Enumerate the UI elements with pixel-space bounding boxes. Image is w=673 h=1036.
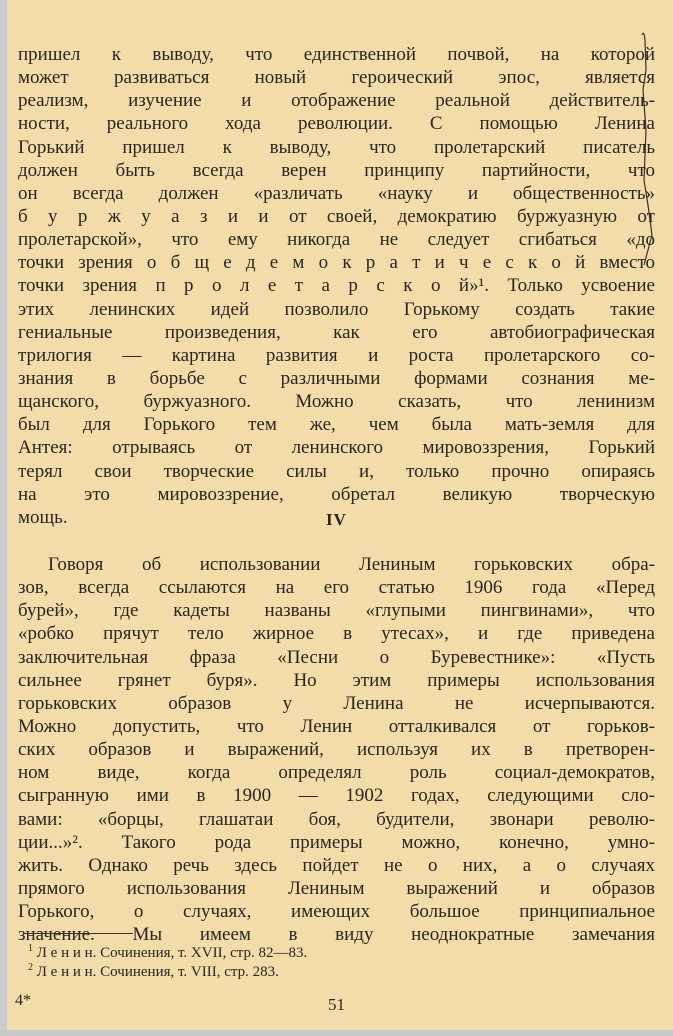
text-line: он всегда должен «различать «науку и общественность» — [18, 182, 655, 204]
text-line: должен быть всегда верен принципу партийности, что — [18, 159, 655, 181]
scan-bottom-edge — [0, 1030, 673, 1036]
page-number: 51 — [328, 995, 345, 1014]
footnote-text: Л е н и н. Сочинения, т. XVII, стр. 82—83. — [36, 945, 308, 961]
signature-mark: 4* — [15, 992, 31, 1009]
text-line: пришел к выводу, что единственной почвой, на которой — [18, 44, 655, 65]
text-line: Горький пришел к выводу, что пролетарский писатель — [18, 136, 655, 158]
text-line: этих ленинских идей позволило Горькому создать такие — [18, 298, 655, 320]
text-line: был для Горького тем же, чем была мать-земля для — [18, 414, 655, 436]
footnote-text: Л е н и н. Сочинения, т. VIII, стр. 283. — [36, 964, 279, 980]
footnote-2 — [28, 959, 279, 981]
footnote-divider — [23, 933, 133, 934]
text-line: реализм, изучение и отображение реальной действитель- — [18, 90, 655, 112]
text-line: мощь. — [18, 506, 68, 528]
text-line: жить. Однако речь здесь пойдет не о них, а о случаях — [18, 854, 655, 876]
text-line: прямого использования Лениным выражений и образов — [18, 877, 655, 899]
scan-left-edge — [0, 0, 7, 1036]
text-line: Говоря об использовании Лениным горьковских обра- — [48, 554, 655, 575]
text-line: трилогия — картина развития и роста пролетарского со- — [18, 344, 655, 366]
text-line: значение. Мы имеем в виду неоднократные замечания — [18, 924, 655, 946]
text-line: может развиваться новый героический эпос, является — [18, 67, 655, 89]
text-line: зов, всегда ссылаются на его статью 1906 года «Перед — [18, 577, 655, 599]
text-line: Горького, о случаях, имеющих большое принципиальное — [18, 901, 655, 923]
text-line: вами: «борцы, глашатаи боя, будители, звонари револю- — [18, 808, 655, 830]
text-line: на это мировоззрение, обретал великую творческую — [18, 483, 655, 505]
text-line: сыгранную ими в 1900 — 1902 годах, следующими сло- — [18, 785, 655, 807]
paragraph-1 — [18, 43, 655, 529]
text-line: заключительная фраза «Песни о Буревестнике»: «Пусть — [18, 646, 655, 668]
text-line: знания в борьбе с различными формами сознания ме- — [18, 367, 655, 389]
text-line: сильнее грянет буря». Но этим примеры использования — [18, 669, 655, 691]
text-line: ских образов и выражений, используя их в претворен- — [18, 739, 655, 761]
text-line: точки зрения о б щ е д е м о к р а т и ч е с к о й вместо — [18, 252, 655, 274]
text-line: «робко прячут тело жирное в утесах», и где приведена — [18, 623, 655, 645]
text-line: ции...»². Такого рода примеры можно, конечно, умно- — [18, 831, 655, 853]
footnote-mark: 1 — [28, 943, 33, 954]
text-line: ном виде, когда определял роль социал-демократов, — [18, 762, 655, 784]
text-line: щанского, буржуазного. Можно сказать, что ленинизм — [18, 391, 655, 413]
text-line: Антея: отрываясь от ленинского мировоззрения, Горький — [18, 437, 655, 459]
text-line: Можно допустить, что Ленин отталкивался от горьков- — [18, 715, 655, 737]
text-line: пролетарской», что ему никогда не следует сгибаться «до — [18, 229, 655, 251]
text-line: горьковских образов у Ленина не исчерпываются. — [18, 692, 655, 714]
text-line: гениальные произведения, как его автобиографическая — [18, 321, 655, 343]
text-line: бурей», где кадеты названы «глупыми пингвинами», что — [18, 600, 655, 622]
text-line: ности, реального хода революции. С помощью Ленина — [18, 113, 655, 135]
paragraph-2 — [18, 553, 655, 946]
footnote-mark: 2 — [28, 962, 33, 973]
text-line: точки зрения п р о л е т а р с к о й»¹. Только усвоение — [18, 275, 655, 297]
text-line: б у р ж у а з и и от своей, демократию буржуазную от — [18, 205, 655, 227]
section-heading: IV — [326, 510, 347, 529]
text-line: терял свои творческие силы и, только прочно опираясь — [18, 460, 655, 482]
